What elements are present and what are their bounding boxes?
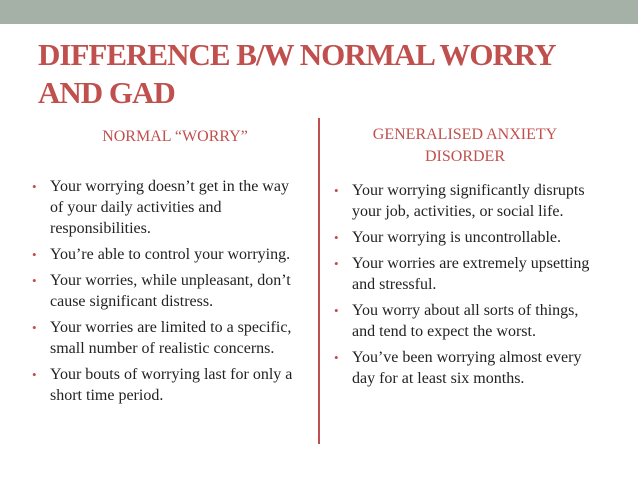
list-item bbox=[332, 227, 602, 248]
slide-title-line-1: DIFFERENCE B/W NORMAL WORRY bbox=[38, 37, 556, 72]
left-bullet-list bbox=[30, 176, 300, 411]
column-divider bbox=[318, 118, 320, 444]
bullet-text: Your worrying significantly disrupts your job, activities, or social life. bbox=[352, 182, 585, 220]
bullet-text: Your worries are extremely upsetting and stressful. bbox=[352, 255, 590, 293]
bullet-text: You’re able to control your worrying. bbox=[50, 246, 291, 263]
right-column-heading-line-1: GENERALISED ANXIETY bbox=[372, 126, 558, 143]
bullet-icon: • bbox=[334, 183, 339, 198]
bullet-icon: • bbox=[32, 247, 37, 262]
list-item bbox=[30, 176, 300, 239]
top-decorative-band bbox=[0, 0, 638, 24]
slide-title bbox=[38, 36, 608, 112]
bullet-icon: • bbox=[32, 320, 37, 335]
bullet-text: Your worrying is uncontrollable. bbox=[352, 229, 562, 246]
bullet-icon: • bbox=[334, 303, 339, 318]
bullet-text: Your worrying doesn’t get in the way of your daily activities and responsibilities. bbox=[50, 178, 289, 237]
bullet-text: You’ve been worrying almost every day for at least six months. bbox=[352, 349, 582, 387]
list-item bbox=[332, 253, 602, 295]
right-column-heading-line-2: DISORDER bbox=[424, 148, 505, 165]
bullet-icon: • bbox=[32, 179, 37, 194]
list-item bbox=[30, 244, 300, 265]
bullet-icon: • bbox=[32, 273, 37, 288]
bullet-icon: • bbox=[32, 367, 37, 382]
right-bullet-list bbox=[332, 180, 602, 394]
list-item bbox=[30, 317, 300, 359]
bullet-text: Your worries are limited to a specific, small number of realistic concerns. bbox=[50, 319, 292, 357]
bullet-icon: • bbox=[334, 350, 339, 365]
slide-title-line-2: AND GAD bbox=[38, 75, 175, 110]
bullet-text: Your worries, while unpleasant, don’t cause significant distress. bbox=[50, 272, 291, 310]
list-item bbox=[30, 270, 300, 312]
right-column-heading bbox=[330, 124, 600, 168]
bullet-icon: • bbox=[334, 230, 339, 245]
list-item bbox=[332, 180, 602, 222]
bullet-text: You worry about all sorts of things, and tend to expect the worst. bbox=[352, 302, 579, 340]
bullet-text: Your bouts of worrying last for only a short time period. bbox=[50, 366, 293, 404]
list-item bbox=[332, 347, 602, 389]
list-item bbox=[30, 364, 300, 406]
bullet-icon: • bbox=[334, 256, 339, 271]
left-column-heading: NORMAL “WORRY” bbox=[102, 128, 248, 145]
list-item bbox=[332, 300, 602, 342]
